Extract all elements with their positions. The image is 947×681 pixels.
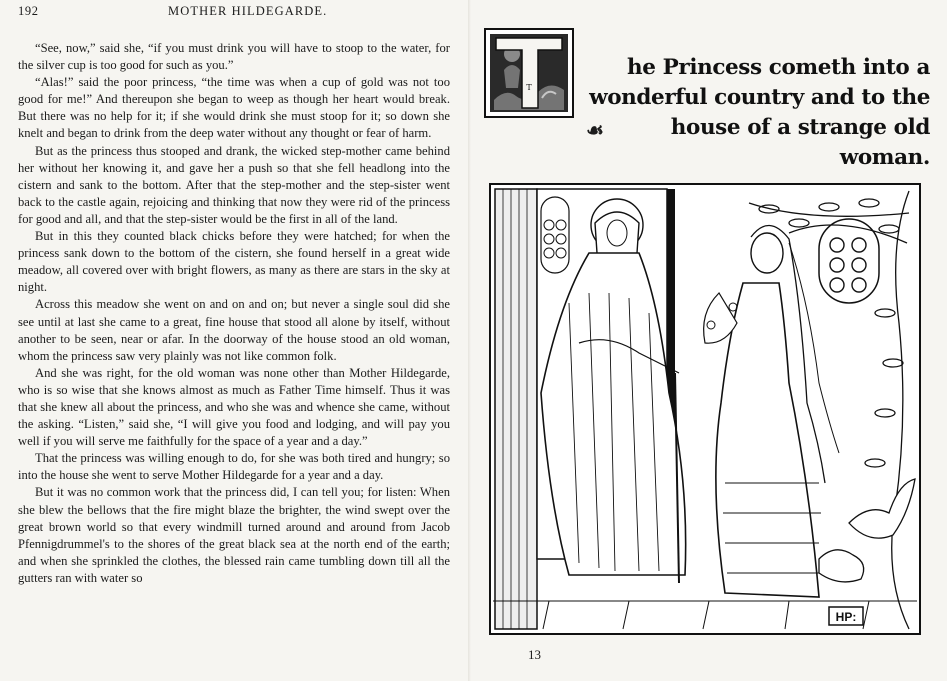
running-head (18, 4, 456, 22)
paragraph: “See, now,” said she, “if you must drink you will have to stoop to the water, for the silver cup is too good for such as you.” (18, 41, 450, 73)
fleuron-icon: ☙ (586, 118, 604, 142)
illuminated-dropcap (484, 28, 574, 118)
page-number-left: 192 (18, 4, 39, 18)
paragraph: That the princess was willing enough to do, for she was both tired and hungry; so into the house she went to serve Mother Hildegarde for a year and a day. (18, 451, 450, 483)
chapter-heading (484, 28, 934, 170)
round-window (819, 219, 879, 303)
paragraph: And she was right, for the old woman was none other than Mother Hildegarde, who is so wise that she knows almost as much as Father Time himself. Thus it was that she knew all about the princess, and who she was and whence she came, without the asking. “Listen,” said she, “I will give you food and lodging, and will pay you well if you will serve me faithfully for the space of a year and a day.” (18, 365, 450, 449)
left-page (0, 0, 470, 681)
paragraph: But as the princess thus stooped and drank, the wicked step-mother came behind her without her knowing it, and gave her a push so that she fell headlong into the cistern and sank to the bottom. After that the step-mother and the step-sister went back to the castle again, rejoicing and thinking that now they were rid of the princess for good and all, and that the step-sister would be the first in all of the land. (18, 143, 450, 226)
story-text (18, 40, 450, 587)
artist-monogram: HP: (835, 610, 857, 624)
chapter-title: he Princess cometh into a wonderful country and to the house of a strange old woman. (589, 55, 930, 170)
paragraph: But it was no common work that the princess did, I can tell you; for listen: When she blew the bellows that the fire might blaze the brighter, the wind swept over the great brown world so that every windmill turned around and around from Jacob Pfennigdrummel's to the shores of the great black sea at the north end of the earth; and when she sprinkled the clothes, the blessed rain came tumbling down till all the gutters ran with water so (18, 485, 450, 585)
right-page (470, 0, 947, 681)
dropcap-letter: T (526, 83, 532, 92)
running-title: MOTHER HILDEGARDE. (168, 4, 328, 18)
paragraph: “Alas!” said the poor princess, “the time was when a cup of gold was not too good for me!” And thereupon she began to weep as though her heart would break. But there was no help for it; if she would drink she must stoop for it; so down she knelt and began to drink from the deep water without any thought or fear of harm. (18, 75, 450, 141)
dropcap-ornament-icon (486, 30, 572, 116)
page-number-right: 13 (528, 647, 541, 662)
woodcut-illustration (489, 183, 921, 635)
paragraph: But in this they counted black chicks before they were hatched; for when the princess sank down to the bottom of the cistern, she found herself in a great wide meadow, all covered over with bright flowers, as many as there are stars in the sky at night. (18, 229, 450, 295)
paragraph: Across this meadow she went on and on and on; but never a single soul did she see until at last she came to a great, fine house that stood all alone by itself, without another to be seen, near or afar. In the doorway of the house stood an old woman, whom the princess saw very plainly was not like common folk. (18, 297, 450, 363)
